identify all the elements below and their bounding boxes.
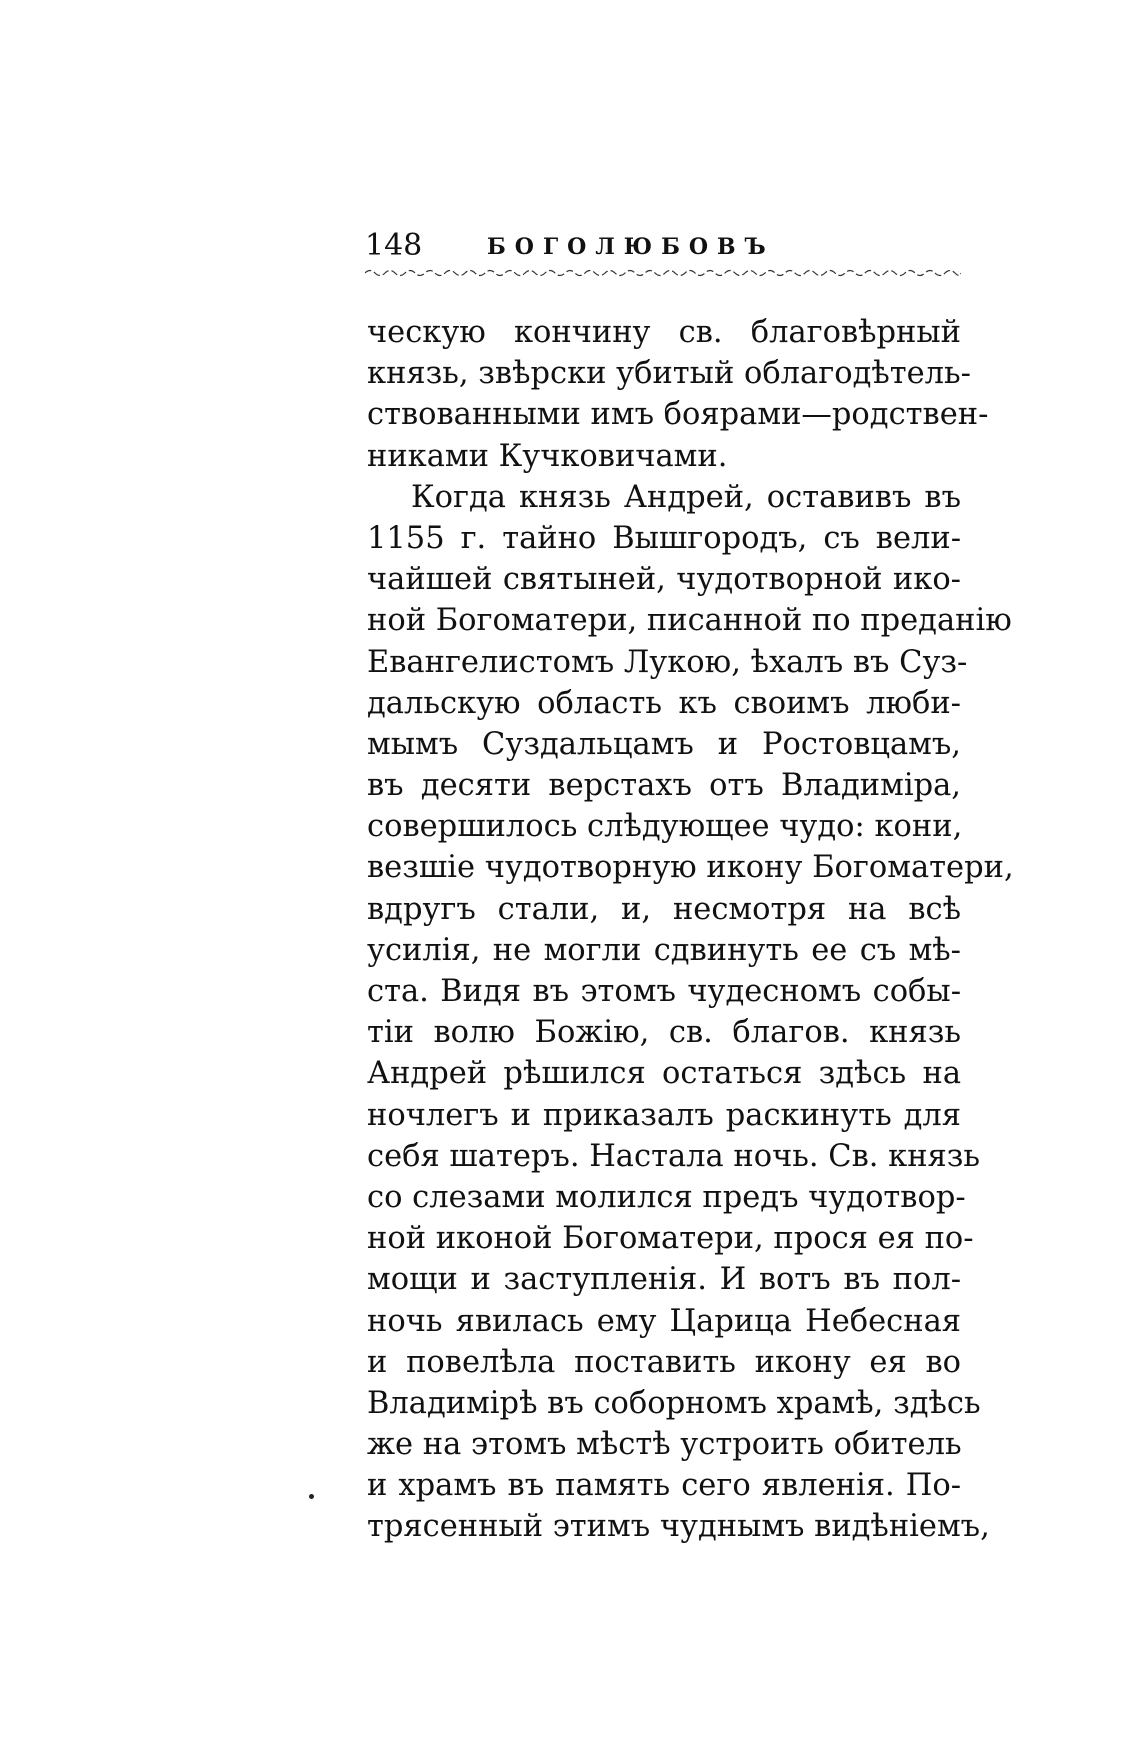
text-line: Когда князь Андрей, оставивъ въ: [411, 479, 961, 515]
text-line: никами Кучковичами.: [367, 438, 728, 474]
text-line: же на этомъ мѣстѣ устроить обитель: [367, 1427, 962, 1463]
running-title: БОГОЛЮБОВЪ: [487, 234, 775, 260]
text-line: въ десяти верстахъ отъ Владиміра,: [367, 768, 961, 804]
text-line: мощи и заступленія. И вотъ въ пол-: [367, 1262, 961, 1298]
text-line: ной иконой Богоматери, прося ея по-: [367, 1221, 974, 1257]
text-line: дальскую область къ своимъ люби-: [367, 685, 961, 721]
text-line: и храмъ въ память сего явленія. По-: [367, 1468, 961, 1504]
text-line: усилія, не могли сдвинуть ее съ мѣ-: [367, 932, 961, 968]
page-number: 148: [365, 228, 423, 263]
text-line: ствованными имъ боярами—родствен-: [367, 397, 989, 433]
text-line: тіи волю Божію, св. благов. князь: [367, 1015, 961, 1051]
text-line: себя шатеръ. Настала ночь. Св. князь: [367, 1138, 981, 1174]
text-line: чайшей святыней, чудотворной ико-: [367, 562, 961, 598]
body-text: [367, 312, 1014, 1548]
text-line: со слезами молился предъ чудотвор-: [367, 1179, 966, 1215]
text-line: ста. Видя въ этомъ чудесномъ собы-: [367, 974, 961, 1009]
text-line: Евангелистомъ Лукою, ѣхалъ въ Суз-: [367, 644, 968, 680]
text-line: ночлегъ и приказалъ раскинуть для: [367, 1097, 961, 1133]
text-line: трясенный этимъ чуднымъ видѣніемъ,: [367, 1509, 990, 1545]
text-line: вдругъ стали, и, несмотря на всѣ: [367, 891, 961, 927]
text-line: ческую кончину св. благовѣрный: [367, 315, 961, 350]
text-line: совершилось слѣдующее чудо: кони,: [367, 809, 963, 845]
text-line: мымъ Суздальцамъ и Ростовцамъ,: [367, 726, 961, 762]
ink-speck: [309, 1494, 314, 1499]
text-line: Владимірѣ въ соборномъ храмѣ, здѣсь: [367, 1385, 981, 1421]
running-head: [365, 228, 961, 268]
text-line: и повелѣла поставить икону ея во: [367, 1344, 961, 1380]
text-line: князь, звѣрски убитый облагодѣтель-: [367, 356, 971, 392]
text-line: везшіе чудотворную икону Богоматери,: [367, 850, 1014, 886]
text-line: 1155 г. тайно Вышгородъ, съ вели-: [367, 520, 961, 556]
text-line: ночь явилась ему Царица Небесная: [367, 1303, 961, 1339]
decorative-wavy-rule: [365, 268, 961, 278]
text-line: Андрей рѣшился остаться здѣсь на: [367, 1056, 961, 1092]
text-line: ной Богоматери, писанной по преданію: [367, 603, 1012, 639]
